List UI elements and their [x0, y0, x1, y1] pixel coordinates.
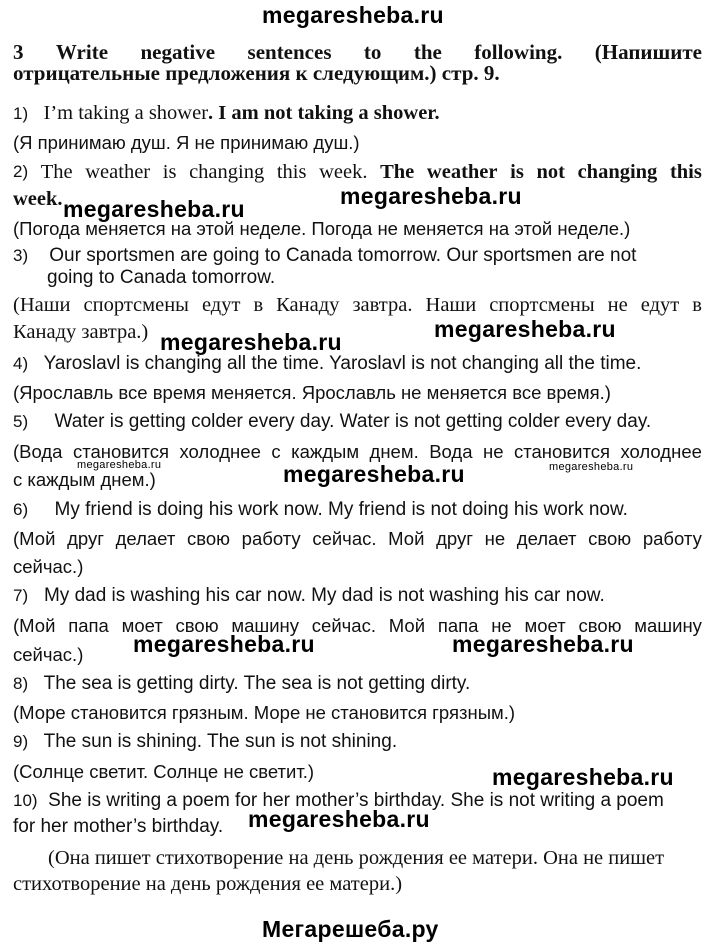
- ru-word: каждым: [291, 441, 360, 462]
- item-4-translation: (Ярославль все время меняется. Ярославль не меняется все время.): [13, 382, 611, 403]
- item-3-translation-cont: Канаду завтра.): [13, 321, 149, 343]
- item-4-sentence: [13, 352, 702, 376]
- item-text: The sun is shining. The sun is not shining.: [43, 731, 398, 752]
- ru-word: Мой: [388, 528, 425, 549]
- item-word: weather: [85, 161, 151, 183]
- ru-word: Мой: [388, 615, 426, 636]
- ru-word: работу: [642, 528, 702, 549]
- ru-word: едут: [201, 294, 241, 316]
- item-text: I’m taking a shower: [43, 102, 209, 124]
- ru-word: завтра.: [352, 294, 413, 316]
- item-9-translation: (Солнце светит. Солнце не светит.): [13, 761, 315, 782]
- ru-word: сейчас.: [311, 615, 376, 636]
- item-word: this: [276, 161, 307, 183]
- item-word: The: [380, 161, 415, 183]
- heading-word: following.: [474, 40, 563, 64]
- item-text: Our sportsmen are going to Canada tomorrow. Our sportsmen are not: [49, 245, 637, 266]
- ru-word: в: [692, 294, 702, 316]
- item-number: 5): [13, 412, 29, 431]
- item-9-sentence: [13, 730, 702, 754]
- item-word: is: [162, 161, 177, 183]
- item-number: 1): [13, 104, 29, 123]
- ru-word: не: [491, 615, 512, 636]
- ru-word: (Наши: [13, 294, 71, 316]
- item-word: changing: [577, 161, 658, 183]
- item-text: Water is getting colder every day. Water is not getting colder every day.: [54, 411, 652, 432]
- ru-word: становится: [72, 441, 169, 462]
- heading-line-2: отрицательные предложения к следующим.) стр. 9.: [13, 61, 500, 85]
- watermark-inline: megaresheba.ru: [63, 196, 245, 222]
- item-text: The sea is getting dirty. The sea is not getting dirty.: [43, 673, 471, 694]
- ru-word: делает: [115, 528, 176, 549]
- item-word: this: [669, 161, 702, 183]
- watermark-inline: megaresheba.ru: [160, 329, 342, 355]
- heading-word: negative: [140, 40, 216, 64]
- item-word: The: [40, 161, 73, 183]
- ru-word: (Вода: [13, 441, 63, 462]
- ru-word: в: [253, 294, 264, 316]
- ru-word: не: [483, 441, 504, 462]
- item-7-translation-cont: сейчас.): [13, 644, 84, 665]
- item-number: 2): [13, 162, 29, 181]
- watermark-inline: megaresheba.ru: [133, 631, 315, 657]
- item-text: Yaroslavl is changing all the time. Yaroslavl is not changing all the time.: [43, 353, 642, 374]
- ru-word: моет: [524, 615, 566, 636]
- ru-word: сейчас.: [312, 528, 377, 549]
- watermark-bottom: Мегарешеба.ру: [262, 916, 439, 942]
- ru-word: не: [607, 294, 628, 316]
- item-2-sentence-cont: week.: [13, 188, 63, 210]
- ru-word: Наши: [425, 294, 477, 316]
- item-1-translation: (Я принимаю душ. Я не принимаю душ.): [13, 132, 360, 153]
- item-5-translation-cont: с каждым днем.): [13, 469, 156, 490]
- ru-word: не: [484, 528, 506, 549]
- ru-word: спортсмены: [489, 294, 595, 316]
- watermark-inline-small: megaresheba.ru: [77, 459, 162, 471]
- ru-word: холоднее: [620, 441, 702, 462]
- heading-word: Write: [55, 40, 109, 64]
- watermark-inline: megaresheba.ru: [492, 764, 674, 790]
- ru-word: моет: [121, 615, 163, 636]
- ru-word: (Мой: [13, 528, 56, 549]
- ru-word: работу: [241, 528, 301, 549]
- heading-word: to: [363, 40, 382, 64]
- item-text: She is writing a poem for her mother’s birthday. She is not writing a poem: [48, 790, 664, 811]
- item-1-sentence: [13, 101, 702, 126]
- item-word: weather: [426, 161, 498, 183]
- heading-word: sentences: [247, 40, 332, 64]
- item-10-translation: (Она пишет стихотворение на день рождения ее матери. Она не пишет: [48, 847, 665, 869]
- item-10-sentence-cont: for her mother’s birthday.: [13, 816, 224, 837]
- item-8-sentence: [13, 672, 702, 696]
- item-answer: . I am not taking a shower.: [208, 102, 440, 124]
- ru-word: свою: [186, 528, 230, 549]
- item-8-translation: (Море становится грязным. Море не становится грязным.): [13, 702, 516, 723]
- item-word: is: [510, 161, 524, 183]
- watermark-inline: megaresheba.ru: [434, 316, 616, 342]
- ru-word: днем.: [369, 441, 419, 462]
- watermark-inline: megaresheba.ru: [452, 631, 634, 657]
- item-6-translation-cont: сейчас.): [13, 556, 84, 577]
- ru-word: машину: [634, 615, 702, 636]
- item-2-translation: (Погода меняется на этой неделе. Погода не меняется на этой неделе.): [13, 218, 631, 239]
- item-number: 3): [13, 246, 29, 265]
- item-word: week.: [319, 161, 368, 183]
- watermark-inline: megaresheba.ru: [248, 806, 430, 832]
- ru-word: свою: [578, 615, 622, 636]
- item-10-translation-cont: стихотворение на день рождения ее матери.): [13, 873, 403, 895]
- ru-word: папа: [68, 615, 109, 636]
- heading-word: (Напишите: [594, 40, 702, 64]
- item-3-sentence-cont: going to Canada tomorrow.: [47, 267, 276, 288]
- item-2-sentence: [13, 160, 702, 184]
- item-6-translation: [13, 527, 702, 551]
- item-5-sentence: [13, 410, 702, 434]
- ru-word: холоднее: [179, 441, 261, 462]
- item-text: My friend is doing his work now. My friend is not doing his work now.: [54, 499, 628, 520]
- ru-word: едут: [640, 294, 680, 316]
- item-number: 6): [13, 500, 29, 519]
- item-3-translation: [13, 293, 702, 317]
- ru-word: свою: [588, 528, 632, 549]
- item-number: 9): [13, 732, 29, 751]
- item-text: My dad is washing his car now. My dad is not washing his car now.: [43, 585, 605, 606]
- ru-word: Вода: [429, 441, 473, 462]
- ru-word: свою: [175, 615, 219, 636]
- item-word: changing: [189, 161, 265, 183]
- ru-word: друг: [436, 528, 473, 549]
- ru-word: друг: [67, 528, 104, 549]
- item-number: 4): [13, 354, 29, 373]
- ru-word: спортсмены: [83, 294, 189, 316]
- ru-word: делает: [516, 528, 577, 549]
- item-number: 8): [13, 674, 29, 693]
- item-6-sentence: [13, 498, 702, 522]
- ru-word: папа: [437, 615, 479, 636]
- ru-word: Канаду: [276, 294, 340, 316]
- watermark-inline: megaresheba.ru: [283, 461, 465, 487]
- heading-word: 3: [13, 40, 24, 64]
- item-7-sentence: [13, 584, 702, 608]
- heading-word: the: [413, 40, 442, 64]
- item-word: not: [536, 161, 565, 183]
- item-number: 10): [13, 791, 38, 810]
- ru-word: (Мой: [13, 615, 56, 636]
- ru-word: с: [271, 441, 281, 462]
- item-number: 7): [13, 586, 29, 605]
- watermark-inline: megaresheba.ru: [340, 183, 522, 209]
- item-3-sentence: [13, 244, 702, 268]
- ru-word: становится: [514, 441, 611, 462]
- watermark-inline-small: megaresheba.ru: [549, 461, 634, 473]
- watermark-top: megaresheba.ru: [262, 2, 444, 28]
- ru-word: машину: [231, 615, 300, 636]
